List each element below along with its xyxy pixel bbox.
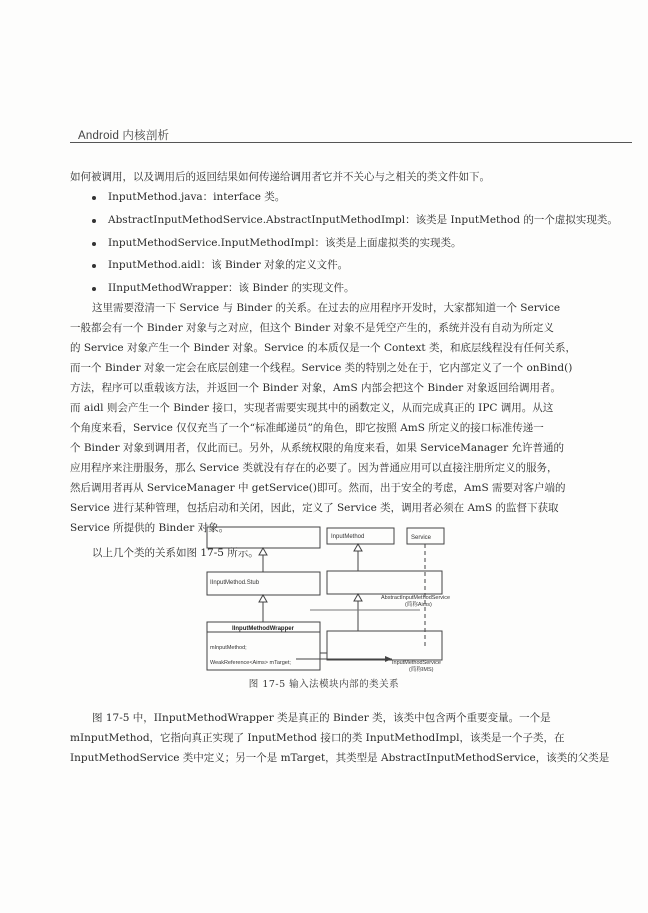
figure-intro: 以上几个类的关系如图 17-5 所示。 [92, 547, 259, 559]
paragraph-line: 应用程序来注册服务，那么 Service 类就没有存在的必要了。因为普通应用可以直接注册所定义的服务， [70, 462, 558, 474]
ims-note: (简称IMS) [409, 667, 434, 673]
figure-caption: 图 17-5 输入法模块内部的类关系 [248, 679, 400, 690]
bullet-item: InputMethodService.InputMethodImpl：该类是上面虚拟类的实现类。 [108, 237, 462, 249]
stub-label: IInputMethod.Stub [210, 580, 260, 586]
bottom-paragraph-line: 图 17-5 中，IInputMethodWrapper 类是真正的 Binder 类，该类中包含两个重要变量。一个是 [92, 712, 551, 724]
abstract-service-label: AbstractInputMethodService [381, 595, 451, 601]
bottom-paragraph-line: InputMethodService 类中定义；另一个是 mTarget，其类型是 AbstractInputMethodService，该类的父类是 [70, 752, 610, 764]
paragraph-line: 而一个 Binder 对象一定会在底层创建一个线程。Service 类的特别之处在于，它内部定义了一个 onBind() [70, 362, 573, 374]
bullet-item: AbstractInputMethodService.AbstractInputMethodImpl：该类是 InputMethod 的一个虚拟实现类。 [108, 214, 618, 226]
generalization-arrow-icon [354, 594, 362, 601]
wrapper-title: IInputMethodWrapper [232, 626, 294, 632]
input-method-label: InputMethod [331, 534, 365, 540]
arrow-head-icon [385, 656, 392, 662]
service-label: Service [411, 535, 432, 541]
intro-line: 如何被调用，以及调用后的返回结果如何传递给调用者它并不关心与之相关的类文件如下。 [70, 171, 490, 183]
paragraph-line: 个 Binder 对象到调用者，仅此而已。另外，从系统权限的角度来看，如果 ServiceManager 允许普通的 [70, 442, 564, 454]
generalization-arrow-icon [259, 595, 267, 602]
unnamed-box-top-left [207, 527, 320, 548]
wrapper-field-input-method: mInputMethod; [210, 645, 247, 651]
paragraph-line: 而 aidl 则会产生一个 Binder 接口，实现者需要实现其中的函数定义，从而完成真正的 IPC 调用。从这 [70, 402, 554, 414]
bottom-paragraph-line: mInputMethod，它指向真正实现了 InputMethod 接口的类 InputMethodImpl，该类是一个子类，在 [70, 732, 565, 744]
generalization-arrow-icon [259, 548, 267, 555]
paragraph-line: 个角度来看，Service 仅仅充当了一个“标准邮递员”的角色，即它按照 AmS 所定义的接口标准传递一 [70, 422, 544, 434]
running-header: Android 内核剖析 [78, 130, 170, 142]
bullet-item: IInputMethodWrapper：该 Binder 的实现文件。 [108, 282, 355, 294]
abstract-service-note: (简称Aims) [405, 602, 432, 608]
bullet-item: InputMethod.java：interface 类。 [108, 191, 286, 203]
paragraph-line: 然后调用者再从 ServiceManager 中 getService()即可。然而，出于安全的考虑，AmS 需要对客户端的 [70, 482, 566, 494]
generalization-arrow-icon [354, 544, 362, 551]
paragraph-line: 这里需要澄清一下 Service 与 Binder 的关系。在过去的应用程序开发时，大家都知道一个 Service [92, 302, 561, 314]
paragraph-line: Service 所提供的 Binder 对象。 [70, 522, 230, 534]
paragraph-line: 一般都会有一个 Binder 对象与之对应，但这个 Binder 对象不是凭空产生的，系统并没有自动为所定义 [70, 322, 554, 334]
wrapper-field-target: WeakReference<Aims> mTarget; [210, 660, 291, 666]
paragraph-line: Service 进行某种管理，包括启动和关闭，因此，定义了 Service 类，调用者必须在 AmS 的监督下获取 [70, 502, 559, 514]
bullet-item: InputMethod.aidl：该 Binder 对象的定义文件。 [108, 259, 349, 271]
ims-label: InputMethodService [392, 660, 441, 666]
paragraph-line: 方法，程序可以重载该方法，并返回一个 Binder 对象，AmS 内部会把这个 Binder 对象返回给调用者。 [70, 382, 562, 394]
paragraph-line: 的 Service 对象产生一个 Binder 对象。Service 的本质仅是一个 Context 类，和底层线程没有任何关系， [70, 342, 576, 354]
